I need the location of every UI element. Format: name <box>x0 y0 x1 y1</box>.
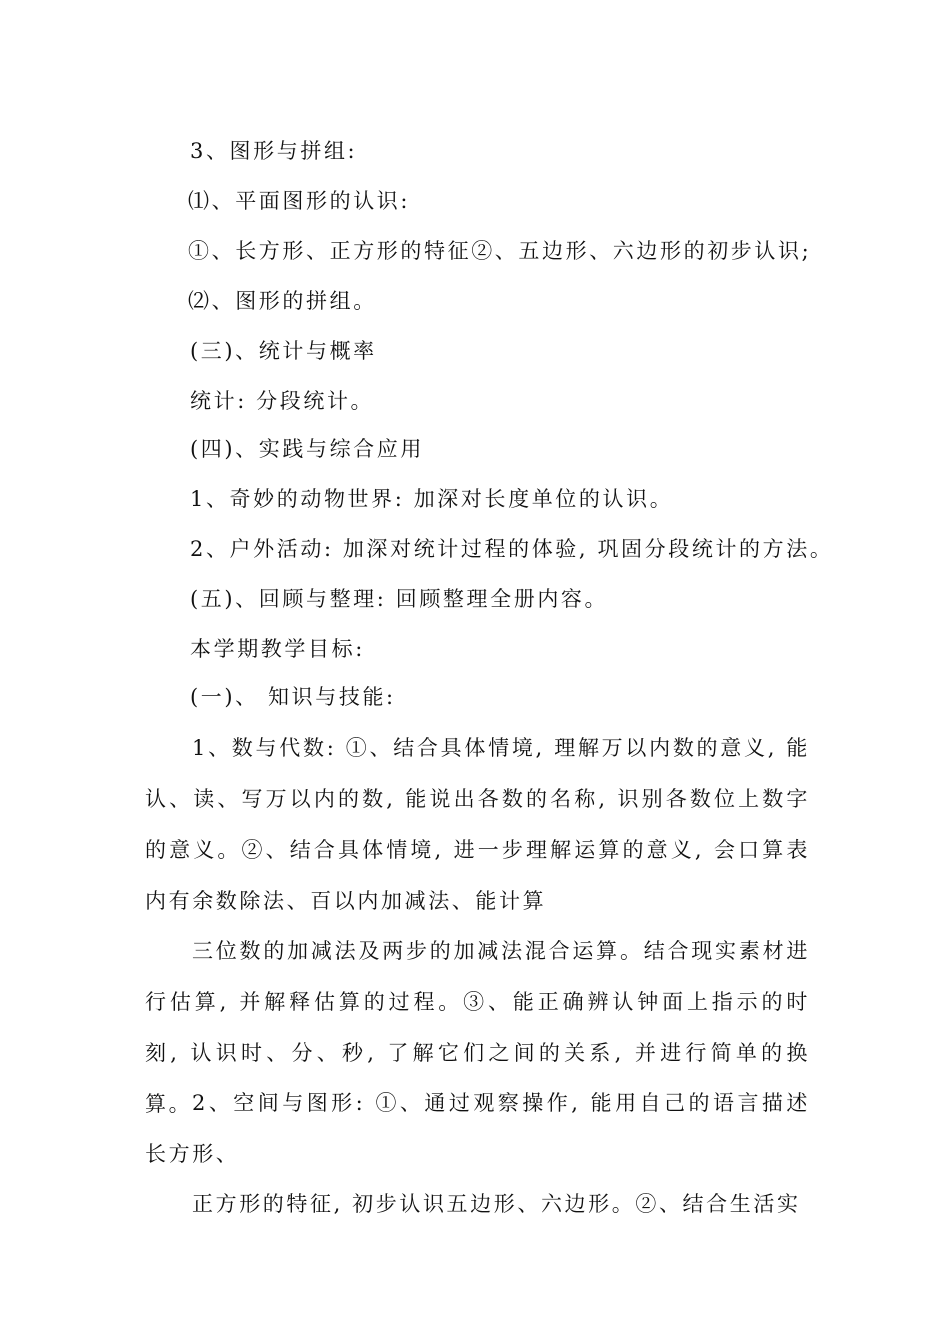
paragraph-numbers-algebra: 1、数与代数: ①、结合具体情境, 理解万以内数的意义, 能认、读、写万以内的数, 能说出各数的名称, 识别各数位上数字的意义。②、结合具体情境, 进一步理解运算的意义, 会口算表内有余数除法、百以内加减法、能计算 <box>145 736 810 913</box>
heading-knowledge-skills: (一)、 知识与技能: <box>190 685 396 709</box>
text-animal-world: 1、奇妙的动物世界: 加深对长度单位的认识。 <box>190 487 674 511</box>
subheading-plane-figures: ⑴、平面图形的认识: <box>188 189 411 213</box>
heading-statistics-probability: (三)、统计与概率 <box>190 339 377 363</box>
paragraph-space-and-shapes: 2、空间与图形: ①、通过观察操作, 能用自己的语言描述长方形、 <box>145 1091 810 1166</box>
heading-practice-application: (四)、实践与综合应用 <box>190 437 424 461</box>
heading-semester-goals: 本学期教学目标: <box>190 637 365 661</box>
heading-shapes-and-assembly: 3、图形与拼组: <box>190 139 358 163</box>
paragraph-three-digit-operations: 三位数的加减法及两步的加减法混合运算。结合现实素材进行估算, 并解释估算的过程。③、能正确辨认钟面上指示的时刻, 认识时、分、秒, 了解它们之间的关系, 并进行简单的换算。 <box>145 939 810 1116</box>
text-segment-statistics: 统计: 分段统计。 <box>190 389 375 413</box>
text-shape-features: ①、长方形、正方形的特征②、五边形、六边形的初步认识; <box>188 239 812 263</box>
subheading-shape-assembly: ⑵、图形的拼组。 <box>188 289 377 313</box>
heading-review: (五)、回顾与整理: 回顾整理全册内容。 <box>190 587 609 611</box>
paragraph-square-features: 正方形的特征, 初步认识五边形、六边形。②、结合生活实 <box>192 1192 801 1216</box>
text-outdoor-activity: 2、户外活动: 加深对统计过程的体验, 巩固分段统计的方法。 <box>190 537 834 561</box>
